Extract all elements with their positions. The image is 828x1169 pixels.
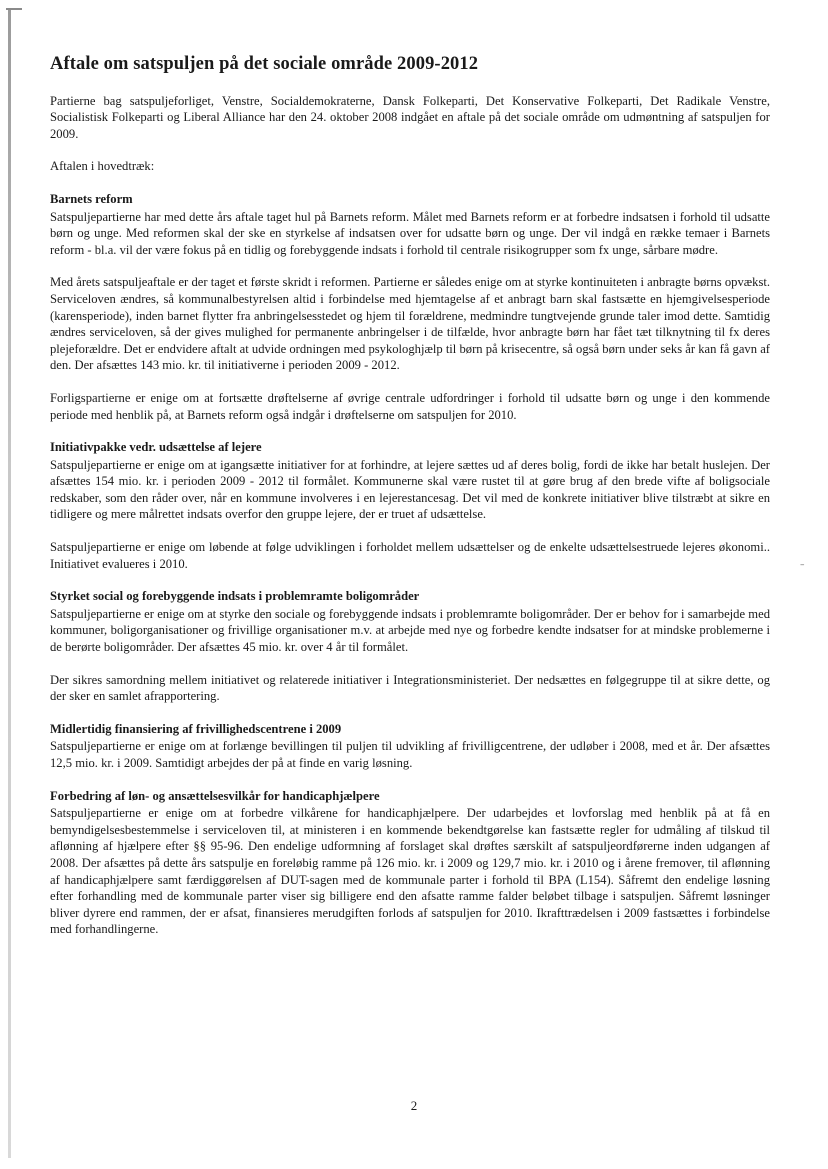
page-number: 2 [410,1098,418,1113]
section-paragraph: Forligspartierne er enige om at fortsætte drøftelserne af øvrige centrale udfordringer i forhold til udsatte børn og unge i den kommende periode med henblik på, at Barnets reform også indgår i drøftelserne om satspuljen for 2010. [50,390,770,422]
overview-label: Aftalen i hovedtræk: [50,159,155,174]
section-paragraph: Med årets satspuljeaftale er der taget et første skridt i reformen. Partierne er således enige om at styrke kontinuiteten i anbragte børns opvækst. Serviceloven ændres, så kommunalbestyrelsen altid i forbindelse med hjemtagelse af et anbragt barn skal fastsætte en hjemgivelsesperiode (karensperiode), inden barnet flytter fra anbringelsesstedet og hjem til forældrene, medmindre tungtvejende grunde taler imod dette. Samtidig ændres serviceloven, så der gives mulighed for permanente anbringelser i de tilfælde, hvor anbragte børn har fået tæt tilknytning til fx deres plejeforældre. Det er endvidere aftalt at udvide ordningen med psykologhjælp til børn på krisecentre, så også børn under seks år kan få gavn af den. Der afsættes 143 mio. kr. til initiativerne i perioden 2009 - 2012. [50,275,770,373]
section-heading: Midlertidig finansiering af frivillighedscentrene i 2009 [50,721,342,736]
scan-edge-tick [6,8,22,10]
document-title: Aftale om satspuljen på det sociale område 2009-2012 [50,54,479,74]
section-barnets-reform [50,191,770,423]
section-heading: Forbedring af løn- og ansættelsesvilkår for handicaphjælpere [50,788,380,803]
section-paragraph: Satspuljepartierne er enige om at styrke den sociale og forebyggende indsats i problemramte boligområder. Der er behov for i samarbejde med kommuner, boligorganisationer og frivillige organisationer m.v. at arbejde med nye og forbedre kendte indsatser for at mindske problemerne i de berørte boligområder. Der afsættes 45 mio. kr. over 4 år til formålet. [50,606,770,655]
section-heading: Barnets reform [50,191,133,206]
section-handicaphjaelpere [50,788,770,938]
section-paragraph: Satspuljepartierne er enige om at forbedre vilkårene for handicaphjælpere. Der udarbejdes et lovforslag med henblik på at få en bemyndigelsesbestemmelse i serviceloven til, at ministeren i en kommende bekendtgørelse kan fastsætte regler for udmåling af tilskud til aflønning af hjælpere efter §§ 95-96. Den endelige udformning af forslaget skal drøftes særskilt af satspuljeordførerne inden udgangen af 2008. Der afsættes på dette års satspulje en foreløbig ramme på 126 mio. kr. i 2009 og 129,7 mio. kr. i 2010 og i årene fremover, til aflønning af handicaphjælpere samt færdiggørelsen af DUT-sagen med de kommunale parter i forhold til BPA (L154). Såfremt den endelige løsning efter forhandling med de kommunale parter viser sig billigere end den afsatte ramme falder beløbet tilbage i satspuljen. Såfremt løsninger bliver dyrere end rammen, der er afsat, finansieres merudgiften forlods af satspuljen for 2010. Ikrafttrædelsen i 2009 fastsættes i forbindelse med forhandlingerne. [50,806,770,937]
section-udsaettelse-lejere [50,439,770,572]
section-heading: Styrket social og forebyggende indsats i problemramte boligområder [50,589,420,604]
section-paragraph: Der sikres samordning mellem initiativet og relaterede initiativer i Integrationsministeriet. Der nedsættes en følgegruppe til at sikre dette, og der sker en samlet afrapportering. [50,672,770,704]
section-frivillighedscentre [50,721,770,772]
section-heading: Initiativpakke vedr. udsættelse af lejere [50,440,262,455]
intro-paragraph: Partierne bag satspuljeforliget, Venstre, Socialdemokraterne, Dansk Folkeparti, Det Konservative Folkeparti, Det Radikale Venstre, Socialistisk Folkeparti og Liberal Alliance har den 24. oktober 2008 indgået en aftale på det sociale område om udmøntning af satspuljen for 2009. [50,93,770,141]
section-paragraph: Satspuljepartierne har med dette års aftale taget hul på Barnets reform. Målet med Barnets reform er at forbedre indsatsen i forhold til udsatte børn og unge. Med reformen skal der ske en styrkelse af indsatsen over for udsatte børn og unge. Der vil indgå en række temaer i Barnets reform - bl.a. vil der være fokus på en tidlig og forebyggende indsats i forhold til centrale risikogrupper som fx unge, sårbare mødre. [50,209,770,257]
document-page [50,56,770,954]
section-paragraph: Satspuljepartierne er enige om løbende at følge udviklingen i forholdet mellem udsættelser og de enkelte udsættelsestruede lejeres økonomi.. Initiativet evalueres i 2010. [50,540,770,571]
section-paragraph: Satspuljepartierne er enige om at forlænge bevillingen til puljen til udvikling af frivilligcentrene, der udløber i 2008, med et år. Der afsættes 12,5 mio. kr. i 2009. Samtidigt arbejdes der på at finde en varig løsning. [50,739,770,770]
section-boligomraader [50,588,770,705]
section-paragraph: Satspuljepartierne er enige om at igangsætte initiativer for at forhindre, at lejere sættes ud af deres bolig, fordi de ikke har betalt huslejen. Der afsættes 154 mio. kr. i perioden 2009 - 2012 til formålet. Kommunerne skal være rustet til at gøre brug af den brede vifte af boligsociale redskaber, som den råder over, når en kommune involveres i en lejerestancesag. Det vil med de konkrete initiativer blive tilstræbt at sikre en tidligere og mere målrettet indsats overfor den gruppe lejere, der er truet af udsættelse. [50,457,770,522]
scan-edge-line [8,8,11,1158]
margin-mark: – [800,560,805,570]
